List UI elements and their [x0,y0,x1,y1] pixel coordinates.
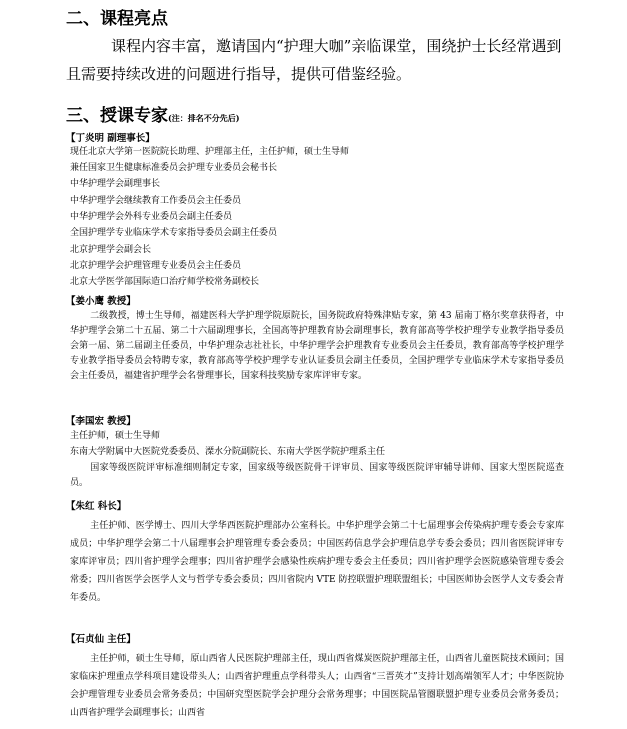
expert-bio: 国家等级医院评审标准细则制定专家，国家级等级医院骨干评审员、国家等级医院评审辅导讲师、国家大型医院巡查员。 [70,463,564,488]
expert-name: 【朱红 科长】 [66,501,127,512]
expert-bio: 二级教授，博士生导师，福建医科大学护理学院原院长，国务院政府特殊津贴专家，第 43 届南丁格尔奖章获得者，中华护理学会第二十五届、第二十六届副理事长，全国高等护理教育协会副理事长，教育部高等学校护理学专业教学指导委员会第一届、第二届副主任委员，中华护理杂志社社长，中华护理学会护理教育专业委员会主任委员，教育部高等学校护理学专业教学指导委员会特聘专家，教育部高等学校护理学专业认证委员会副主任委员，全国护理学专业临床学术专家指导委员会主任委员，福建省护理学会名誉理事长，国家科技奖励专家库评审专家。 [70,311,564,381]
heading-note: (注：排名不分先后) [168,113,240,123]
expert-title-line: 北京护理学会护理管理专业委员会主任委员 [70,261,242,271]
expert-title-line: 主任护师，硕士生导师 [70,431,161,441]
expert-name: 【石贞仙 主任】 [66,634,136,645]
expert-title-line: 北京大学医学部国际造口治疗师学校常务副校长 [70,277,260,287]
expert-title-line: 北京护理学会副会长 [70,245,152,255]
section-2-heading: 二、课程亮点 [66,9,168,29]
expert-title-line: 中华护理学会副理事长 [70,179,161,189]
expert-name: 【丁炎明 副理事长】 [66,133,155,144]
expert-bio: 主任护师、医学博士、四川大学华西医院护理部办公室科长。中华护理学会第二十七届理事会传染病护理专委会专家库成员；中华护理学会第二十八届理事会护理管理专委会委员；中国医药信息学会护理信息学专委会委员；四川省医院评审专家库评审员；四川省护理学会理事；四川省护理学会感染性疾病护理专委会主任委员；四川省护理学会医院感染管理专委会常委；四川省医学会医学人文与哲学专委会委员；四川省院内 VTE 防控联盟护理联盟组长；中国医师协会医学人文专委会青年委员。 [70,521,564,603]
expert-bio: 主任护师，硕士生导师，原山西省人民医院护理部主任，现山西省煤炭医院护理部主任，山西省儿童医院技术顾问；国家临床护理重点学科项目建设带头人；山西省护理重点学科带头人；山西省“三晋英才”支持计划高端领军人才；中华医院协会护理管理专业委员会常务委员；中国研究型医院学会护理分会常务理事；中国医院品管圈联盟护理专业委员会常务委员；山西省护理学会副理事长；山西省 [70,654,564,718]
expert-title-line: 兼任国家卫生健康标准委员会护理专业委员会秘书长 [70,163,278,173]
expert-title-line: 全国护理学专业临床学术专家指导委员会副主任委员 [70,228,278,238]
section-2-paragraph: 课程内容丰富，邀请国内“护理大咖”亲临课堂，围绕护士长经常遇到且需要持续改进的问题进行指导，提供可借鉴经验。 [66,37,562,83]
expert-title-line: 东南大学附属中大医院党委委员、溧水分院副院长、东南大学医学院护理系主任 [70,447,386,457]
section-3-heading: 三、授课专家(注：排名不分先后) [66,106,240,126]
expert-name: 【李国宏 教授】 [66,416,136,427]
expert-title-line: 中华护理学会继续教育工作委员会主任委员 [70,196,242,206]
expert-title-line: 中华护理学会外科专业委员会副主任委员 [70,212,233,222]
expert-title-line: 现任北京大学第一医院院长助理、护理部主任，主任护师，硕士生导师 [70,147,350,157]
expert-name: 【姜小鹰 教授】 [66,296,136,307]
